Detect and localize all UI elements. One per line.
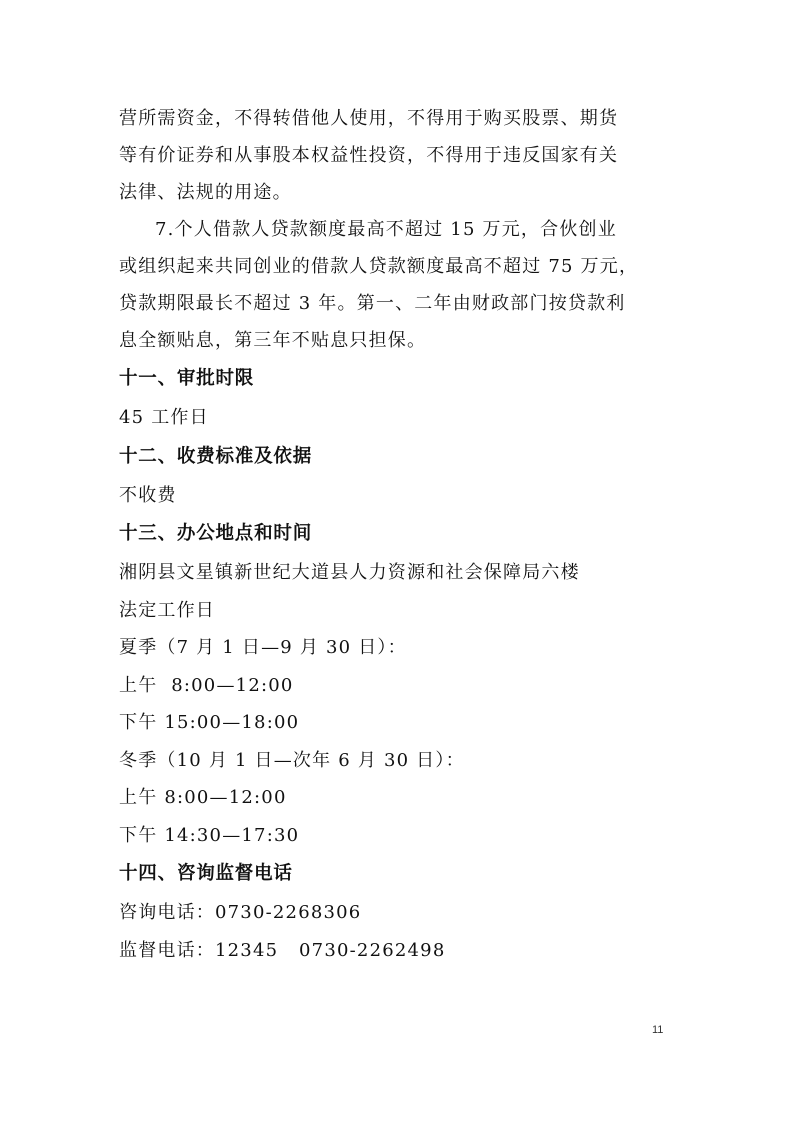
summer-hours-label: 夏季（7 月 1 日—9 月 30 日）： [119, 637, 407, 658]
page-content [119, 100, 674, 969]
office-workdays: 法定工作日 [119, 599, 215, 621]
item7-line-4: 息全额贴息，第三年不贴息只担保。 [119, 330, 427, 351]
intro-line-3: 法律、法规的用途。 [119, 182, 292, 203]
approval-time-heading: 十一、审批时限 [119, 368, 255, 389]
winter-morning-hours: 上午 8:00—12:00 [119, 787, 287, 808]
summer-afternoon-hours: 下午 15:00—18:00 [119, 712, 300, 733]
summer-morning-hours: 上午 8:00—12:00 [119, 674, 294, 696]
item7-line-2: 或组织起来共同创业的借款人贷款额度最高不超过 75 万元， [119, 256, 639, 277]
office-address: 湘阴县文星镇新世纪大道县人力资源和社会保障局六楼 [119, 562, 580, 583]
fees-heading: 十二、收费标准及依据 [119, 445, 313, 467]
supervise-phone: 监督电话：12345 0730-2262498 [119, 939, 446, 961]
page-number: 11 [652, 1024, 664, 1036]
contact-heading: 十四、咨询监督电话 [119, 863, 293, 884]
winter-afternoon-hours: 下午 14:30—17:30 [119, 824, 300, 846]
winter-hours-label: 冬季（10 月 1 日—次年 6 月 30 日）： [119, 749, 465, 771]
approval-time-value: 45 工作日 [119, 407, 209, 428]
item7-line-1: 7.个人借款人贷款额度最高不超过 15 万元，合伙创业 [155, 219, 617, 240]
office-heading: 十三、办公地点和时间 [119, 523, 313, 544]
consult-phone: 咨询电话：0730-2268306 [119, 902, 362, 923]
intro-line-2: 等有价证券和从事股本权益性投资，不得用于违反国家有关 [119, 145, 619, 166]
item7-line-3: 贷款期限最长不超过 3 年。第一、二年由财政部门按贷款利 [119, 293, 626, 314]
intro-line-1: 营所需资金，不得转借他人使用，不得用于购买股票、期货 [119, 108, 619, 129]
fees-value: 不收费 [119, 484, 177, 506]
